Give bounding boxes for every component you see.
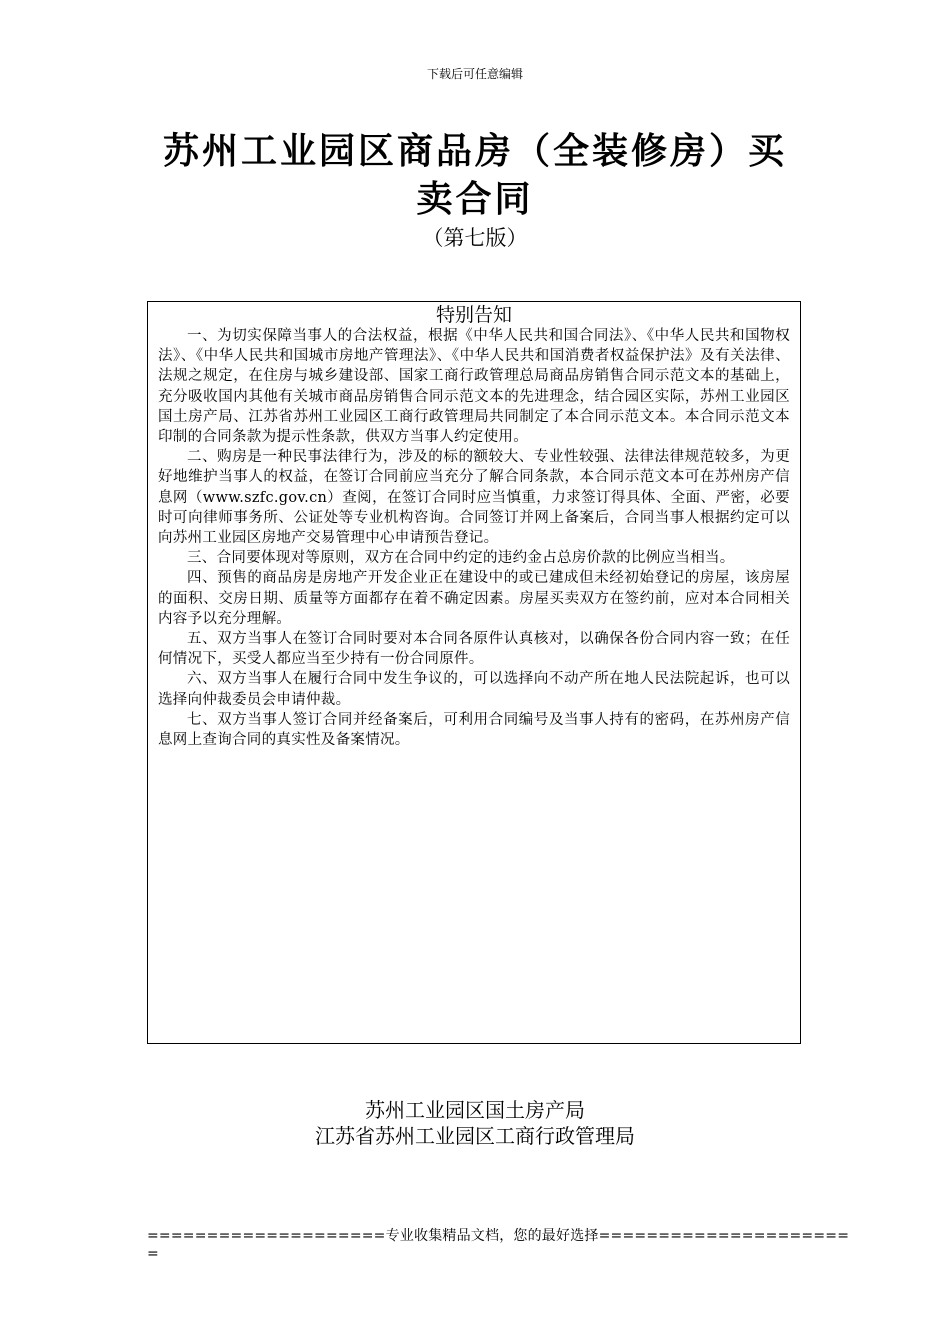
footer-banner-tail: =: [147, 1246, 159, 1262]
notice-paragraph-7: 七、双方当事人签订合同并经备案后，可利用合同编号及当事人持有的密码，在苏州房产信息网上查询合同的真实性及备案情况。: [158, 711, 790, 749]
notice-paragraph-5: 五、双方当事人在签订合同时要对本合同各原件认真核对，以确保各份合同内容一致；在任何情况下，买受人都应当至少持有一份合同原件。: [158, 631, 790, 668]
issuer-industry-commerce-bureau: 江苏省苏州工业园区工商行政管理局: [315, 1124, 635, 1148]
header-note: 下载后可任意编辑: [426, 67, 523, 81]
issuer-land-housing-bureau: 苏州工业园区国土房产局: [365, 1098, 585, 1122]
notice-paragraph-3: 三、合同要体现对等原则，双方在合同中约定的违约金占总房价款的比例应当相当。: [187, 550, 735, 567]
notice-paragraph-2: 二、购房是一种民事法律行为，涉及的标的额较大、专业性较强、法律法律规范较多，为更好地维护当事人的权益，在签订合同前应当充分了解合同条款，本合同示范文本可在苏州房产信息网（www.szfc.gov.cn）查阅，在签订合同时应当慎重，力求签订得具体、全面、严密，必要时可向律师事务所、公证处等专业机构咨询。合同签订并网上备案后，合同当事人根据约定可以向苏州工业园区房地产交易管理中心申请预告登记。: [158, 449, 790, 547]
notice-paragraph-6: 六、双方当事人在履行合同中发生争议的，可以选择向不动产所在地人民法院起诉，也可以选择向仲裁委员会申请仲裁。: [158, 671, 790, 708]
issuing-authorities: [0, 1097, 950, 1149]
footer-banner: ====================专业收集精品文档，您的最好选择=====================: [147, 1228, 850, 1244]
notice-paragraph-1: 一、为切实保障当事人的合法权益，根据《中华人民共和国合同法》、《中华人民共和国物权法》、《中华人民共和国城市房地产管理法》、《中华人民共和国消费者权益保护法》及有关法律、法规之规定，在住房与城乡建设部、国家工商行政管理总局商品房销售合同示范文本的基础上，充分吸收国内其他有关城市商品房销售合同示范文本的先进理念，结合园区实际，苏州工业园区国土房产局、江苏省苏州工业园区工商行政管理局共同制定了本合同示范文本。本合同示范文本印制的合同条款为提示性条款，供双方当事人约定使用。: [158, 328, 790, 446]
special-notice-box: [147, 301, 801, 1044]
notice-heading: 特别告知: [435, 304, 512, 326]
notice-body: [148, 326, 800, 750]
document-title: 苏州工业园区商品房（全装修房）买卖合同: [162, 131, 787, 220]
edition-label: （第七版）: [422, 226, 528, 250]
notice-paragraph-4: 四、预售的商品房是房地产开发企业正在建设中的或已建成但未经初始登记的房屋，该房屋的面积、交房日期、质量等方面都存在着不确定因素。房屋买卖双方在签约前，应对本合同相关内容予以充分理解。: [158, 570, 790, 627]
